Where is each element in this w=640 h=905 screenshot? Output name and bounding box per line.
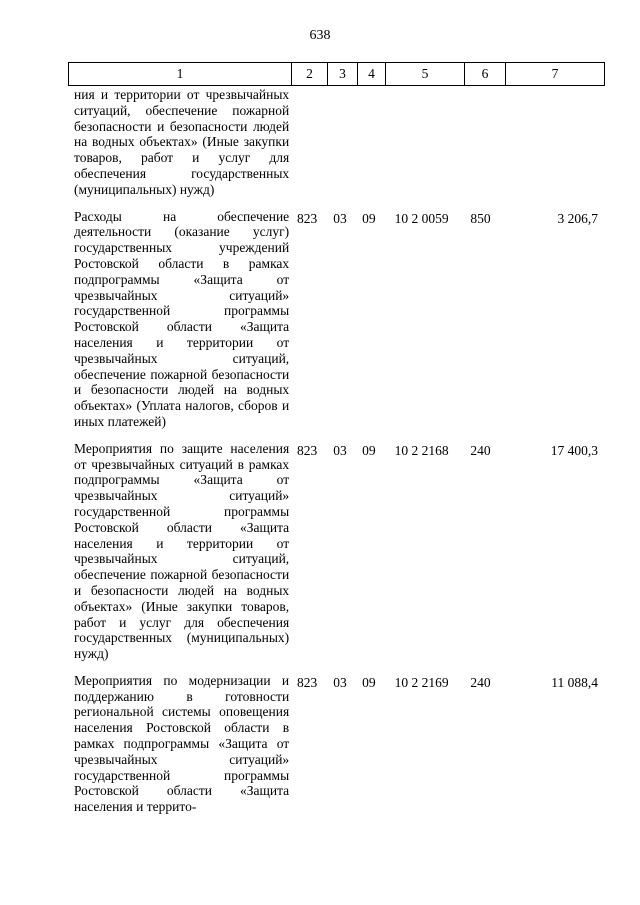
cell-expense-type: 850 — [470, 210, 491, 226]
column-header-3: 3 — [328, 63, 358, 86]
cell-ministry-code — [289, 87, 325, 89]
cell-section: 03 — [333, 210, 347, 226]
table-row — [68, 209, 602, 430]
cell-amount: 11 088,4 — [551, 674, 598, 690]
cell-subsection: 09 — [362, 442, 376, 458]
cell-section: 03 — [333, 674, 347, 690]
row-description: ния и территории от чрезвычайных ситуаций, обеспечение пожарной безопасности и безопасности людей на водных объектах» (Иные закупки товаров, работ и услуг для обеспечения государственных (муниципальных) нужд) — [74, 87, 290, 197]
page-number: 638 — [309, 28, 331, 43]
cell-target-article — [383, 87, 461, 89]
cell-section — [325, 87, 355, 89]
row-description: Мероприятия по модернизации и поддержанию в готовности региональной системы оповещения населения Ростовской области в рамках подпрограммы «Защита от чрезвычайных ситуаций» государственной программы Ростовской области «Защита населения и террито- — [74, 672, 290, 815]
column-header-1: 1 — [69, 63, 292, 86]
table-row — [68, 441, 602, 662]
cell-expense-type: 240 — [470, 674, 491, 690]
column-header-table — [68, 62, 605, 86]
cell-amount: 3 206,7 — [557, 210, 598, 226]
row-description: Расходы на обеспечение деятельности (оказание услуг) государственных учреждений Ростовской области в рамках подпрограммы «Защита от чрезвычайных ситуаций» государственной программы Ростовской области «Защита населения и территории от чрезвычайных ситуаций, обеспечение пожарной безопасности и безопасности людей на водных объектах» (Уплата налогов, сборов и иных платежей) — [74, 208, 290, 429]
cell-expense-type — [461, 87, 501, 89]
cell-expense-type: 240 — [470, 442, 491, 458]
cell-ministry-code: 823 — [296, 674, 318, 690]
column-header-5: 5 — [386, 63, 465, 86]
cell-amount — [500, 87, 602, 89]
table-row — [68, 673, 602, 815]
column-header-2: 2 — [292, 63, 328, 86]
table-body — [68, 87, 602, 826]
row-description: Мероприятия по защите населения от чрезвычайных ситуаций в рамках подпрограммы «Защита от чрезвычайных ситуаций» государственной программы Ростовской области «Защита населения и территории от чрезвычайных ситуаций, обеспечение пожарной безопасности и безопасности людей на водных объектах» (Иные закупки товаров, работ и услуг для обеспечения государственных (муниципальных) нужд) — [74, 440, 290, 662]
cell-amount: 17 400,3 — [550, 442, 598, 458]
cell-section: 03 — [333, 442, 347, 458]
cell-target-article: 10 2 2169 — [394, 674, 449, 690]
cell-target-article: 10 2 0059 — [394, 210, 449, 226]
column-header-4: 4 — [358, 63, 386, 86]
cell-ministry-code: 823 — [296, 210, 318, 226]
cell-target-article: 10 2 2168 — [394, 442, 449, 458]
cell-subsection: 09 — [362, 674, 376, 690]
column-header-7: 7 — [506, 63, 605, 86]
cell-ministry-code: 823 — [296, 442, 318, 458]
cell-subsection — [355, 87, 383, 89]
column-header-6: 6 — [465, 63, 506, 86]
table-row — [68, 87, 602, 198]
cell-subsection: 09 — [362, 210, 376, 226]
